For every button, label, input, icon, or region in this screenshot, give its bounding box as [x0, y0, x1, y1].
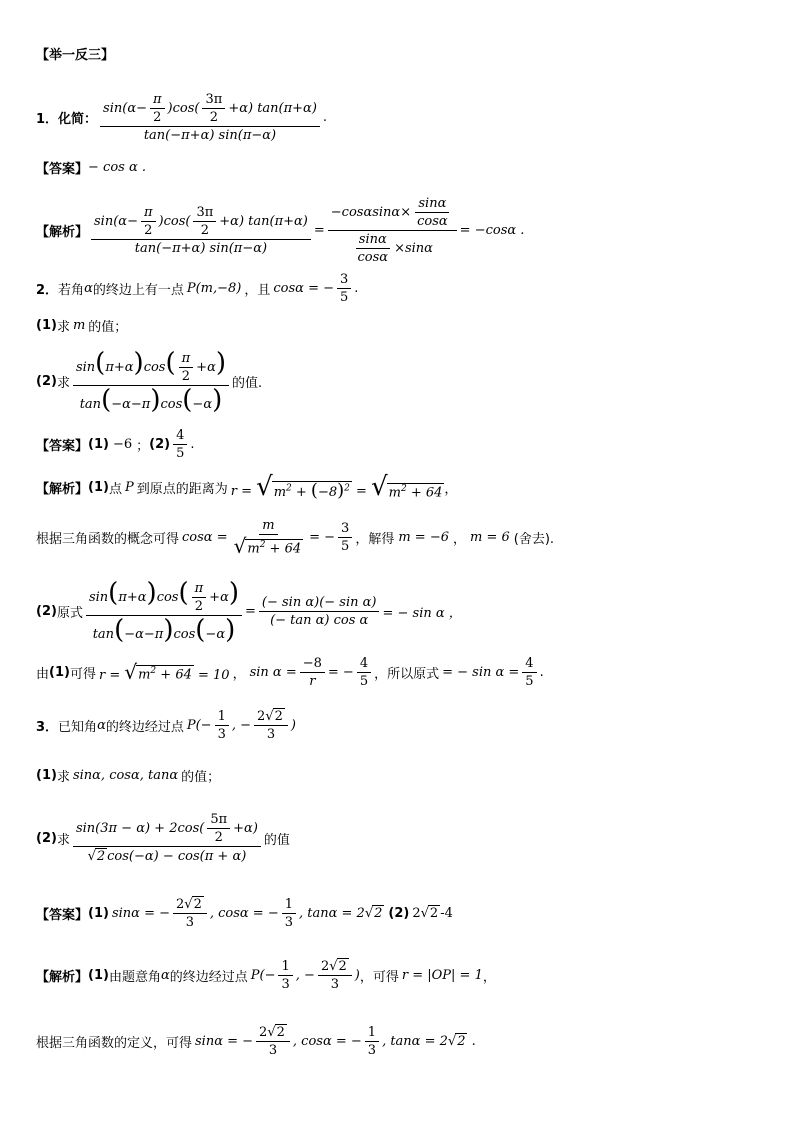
q1-analysis: 【解析】 sin(α− $\frac{\pi}{2}$ )cos( $\frac{3\pi}{2}$ +α) tan(π+α) tan(−π+α) sin(π−α) = −cosαsinα× $\frac{\sin\alpha}{\cos\alpha}$ $\frac{\sin\alpha}{\cos\alpha}$ ×sinα = −cosα . [36, 196, 525, 265]
q3-analysis-1: 【解析】 (1) 由题意角 α 的终边经过点 P(− $\frac{1}{3}$ , − 2 √ 2 3 ) ，可得 r = |OP| = 1 ， [36, 958, 496, 992]
answer-tag: 【答案】 [36, 907, 89, 923]
analysis-tag: 【解析】 [36, 481, 89, 497]
q1-answer-value: − cos α . [88, 160, 146, 175]
answer-tag: 【答案】 [36, 162, 89, 177]
section-header [36, 44, 114, 63]
q2-line3-result: = − sin α ， [382, 606, 462, 621]
q2-analysis-3: (2) 原式 sin(π+α)cos( $\frac{\pi}{2}$ +α) tan(−α−π)cos(−α) = $\frac{\text{(− sin α)(− sin α)}}{\text{(− tan α) cos α}}$ = − sin α ， [36, 578, 462, 645]
q2-line3-numerator: (− sin α)(− sin α) [259, 595, 380, 612]
q1-analysis-mid: −cosαsinα× $\frac{\sin\alpha}{\cos\alpha}$ $\frac{\sin\alpha}{\cos\alpha}$ ×sinα [328, 196, 457, 265]
question-2: 2． 若角 α 的终边上有一点 P(m,−8) ，且 cosα = − $\frac{3}{5}$ . [36, 272, 359, 305]
q2-analysis-4: 由 (1) 可得 r = √ $m^2 + 64$ = 10 ， sin α = $\frac{-8}{r}$ = − $\frac{4}{5}$ ，所以原式 = − sin α = $\frac{4}{5}$ . [36, 656, 544, 689]
q3-expression: sin(3π − α) + 2cos( $\frac{5\pi}{2}$ +α) √ 2 cos(−α) − cos(π + α) [73, 812, 261, 864]
q2-answer: 【答案】 (1) −6 ； (2) $\frac{4}{5}$ . [36, 428, 195, 461]
q3-part2: (2) 求 sin(3π − α) + 2cos( $\frac{5\pi}{2}$ +α) √ 2 cos(−α) − cos(π + α) 的值 [36, 812, 290, 864]
question-3: 3． 已知角 α 的终边经过点 P(− $\frac{1}{3}$ , − 2 √ 2 3 ) [36, 708, 296, 742]
q2-part2: (2) 求 sin(π+α)cos( $\frac{\pi}{2}$ +α) tan(−α−π)cos(−α) 的值. [36, 348, 263, 415]
q3-answer: 【答案】 (1) sinα = − 2 √ 2 3 , cosα = − $\frac{1}{3}$ , tanα = 2 √ 2 (2) 2 √ 2 -4 [36, 896, 453, 930]
q1-answer [36, 158, 146, 177]
answer-tag: 【答案】 [36, 439, 89, 454]
analysis-tag: 【解析】 [36, 969, 89, 985]
q1-denominator: tan(−π+α) sin(π−α) [143, 128, 277, 143]
q1-analysis-fraction: sin(α− $\frac{\pi}{2}$ )cos( $\frac{3\pi}{2}$ +α) tan(π+α) tan(−π+α) sin(π−α) [91, 205, 311, 256]
q1-label: 1．化简： [36, 112, 98, 127]
q3-analysis-2: 根据三角函数的定义，可得 sinα = − 2 √ 2 3 , cosα = − $\frac{1}{3}$ , tanα = 2 √ 2 . [36, 1024, 476, 1058]
q2-line3-denominator: (− tan α) cos α [270, 613, 369, 628]
q1-fraction [100, 92, 320, 143]
analysis-tag: 【解析】 [36, 225, 89, 240]
q3-part1: (1) 求 sinα, cosα, tanα 的值； [36, 768, 221, 785]
q2-part1: (1) 求 m 的值； [36, 318, 128, 335]
q2-analysis-1: 【解析】 (1) 点 P 到原点的距离为 r = √ $m^2 + (-8)^2$ = √ $m^2 + 64$ ， [36, 472, 458, 502]
section-header-text: 【举一反三】 [36, 48, 115, 63]
q2-analysis-2: 根据三角函数的概念可得 cosα = m √ $m^2 + 64$ = − $\frac{3}{5}$ ，解得 m = −6 ， m = 6 (舍去). [36, 518, 555, 558]
question-1: 1．化简： sin(α− $\frac{\pi}{2}$ )cos( $\frac{3\pi}{2}$ +α) tan(π+α) tan(−π+α) sin(π−α) . [36, 92, 328, 143]
q1-numerator: sin(α− $\frac{\pi}{2}$ )cos( $\frac{3\pi}{2}$ +α) tan(π+α) [100, 92, 320, 127]
q2-expression: sin(π+α)cos( $\frac{\pi}{2}$ +α) tan(−α−π)cos(−α) [73, 350, 229, 413]
